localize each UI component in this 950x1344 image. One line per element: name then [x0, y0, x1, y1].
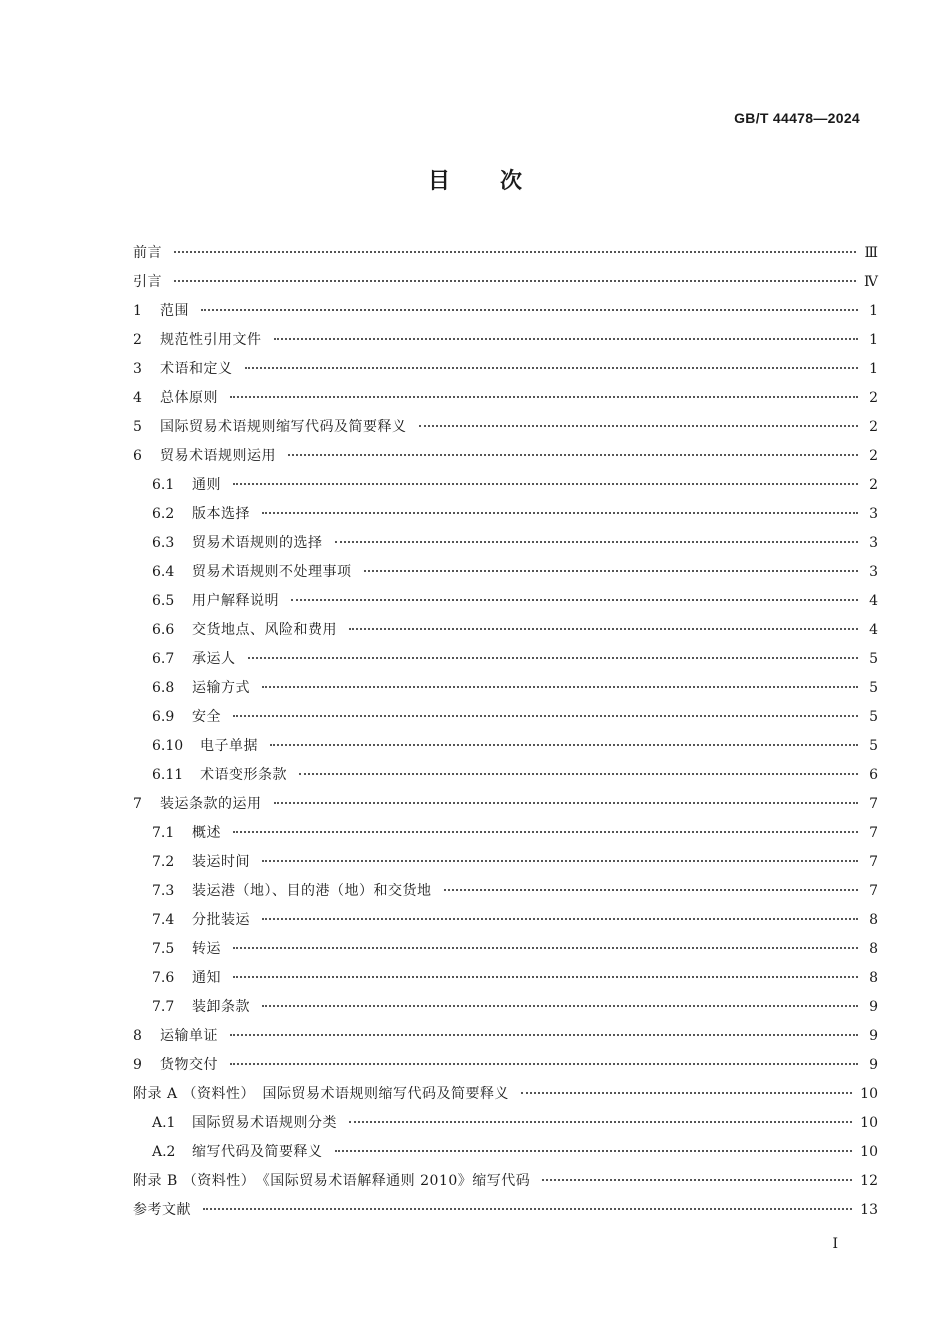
toc-dot-leader: [349, 628, 858, 630]
toc-entry-number: 7: [133, 796, 142, 812]
toc-entry-number: 7.3: [152, 883, 175, 899]
toc-entry-page: 1: [869, 361, 878, 377]
toc-dot-leader: [444, 889, 859, 891]
toc-entry-label: 通知: [192, 970, 221, 986]
toc-entry-page: 1: [869, 303, 878, 319]
toc-entry[interactable]: [133, 529, 878, 558]
toc-entry-page: 8: [869, 941, 878, 957]
toc-entry-number: 7.7: [152, 999, 175, 1015]
toc-entry-page: 12: [860, 1173, 878, 1189]
toc-entry-number: 8: [133, 1028, 142, 1044]
toc-dot-leader: [233, 976, 858, 978]
toc-entry[interactable]: [133, 848, 878, 877]
toc-dot-leader: [419, 425, 859, 427]
toc-entry-number: 6.5: [152, 593, 175, 609]
toc-dot-leader: [203, 1208, 852, 1210]
toc-entry-number: 4: [133, 390, 142, 406]
toc-entry[interactable]: [133, 1138, 878, 1167]
toc-dot-leader: [262, 1005, 858, 1007]
toc-entry-label: 安全: [192, 709, 221, 725]
toc-entry-page: 9: [869, 1057, 878, 1073]
toc-entry-number: 7.6: [152, 970, 175, 986]
toc-entry-label: 装运时间: [192, 854, 250, 870]
toc-entry[interactable]: [133, 268, 878, 297]
toc-entry-label: 附录 B （资料性） 《国际贸易术语解释通则 2010》缩写代码: [133, 1173, 531, 1189]
footer-page-number: Ⅰ: [832, 1236, 838, 1252]
toc-entry-page: Ⅲ: [864, 245, 878, 261]
toc-entry[interactable]: [133, 1167, 878, 1196]
toc-entry-number: 6.1: [152, 477, 175, 493]
toc-entry[interactable]: [133, 964, 878, 993]
toc-entry-page: 5: [869, 651, 878, 667]
toc-entry-page: 5: [869, 709, 878, 725]
toc-entry-label: 货物交付: [160, 1057, 218, 1073]
toc-entry-label: 贸易术语规则不处理事项: [192, 564, 352, 580]
toc-entry-page: 5: [869, 680, 878, 696]
toc-entry[interactable]: [133, 471, 878, 500]
toc-dot-leader: [291, 599, 858, 601]
toc-entry-label: 转运: [192, 941, 221, 957]
toc-entry-label: 术语变形条款: [200, 767, 287, 783]
toc-entry-label: 前言: [133, 245, 162, 261]
toc-dot-leader: [174, 251, 856, 253]
toc-entry-label: 贸易术语规则的选择: [192, 535, 323, 551]
toc-entry-page: 3: [869, 506, 878, 522]
toc-dot-leader: [521, 1092, 852, 1094]
toc-entry-page: 2: [869, 419, 878, 435]
toc-entry-label: 装运港（地）、目的港（地）和交货地: [192, 883, 432, 899]
table-of-contents: [133, 239, 878, 1225]
toc-entry-label: 运输单证: [160, 1028, 218, 1044]
toc-entry-page: 2: [869, 448, 878, 464]
toc-entry-number: A.1: [152, 1115, 176, 1131]
toc-entry-page: 7: [869, 883, 878, 899]
toc-dot-leader: [230, 1034, 858, 1036]
toc-entry[interactable]: [133, 616, 878, 645]
toc-entry[interactable]: [133, 297, 878, 326]
toc-entry-label: 缩写代码及简要释义: [192, 1144, 323, 1160]
toc-dot-leader: [335, 1150, 853, 1152]
toc-entry-page: 7: [869, 825, 878, 841]
toc-dot-leader: [542, 1179, 852, 1181]
toc-entry-number: 2: [133, 332, 142, 348]
toc-entry[interactable]: [133, 413, 878, 442]
toc-entry-label: 版本选择: [192, 506, 250, 522]
toc-dot-leader: [274, 338, 859, 340]
toc-dot-leader: [335, 541, 859, 543]
toc-entry-page: 7: [869, 796, 878, 812]
toc-entry-label: 总体原则: [160, 390, 218, 406]
toc-entry-page: 4: [869, 593, 878, 609]
toc-entry-number: 6.10: [152, 738, 184, 754]
toc-entry-page: 2: [869, 477, 878, 493]
toc-entry[interactable]: [133, 587, 878, 616]
toc-entry-page: 5: [869, 738, 878, 754]
toc-entry-page: 8: [869, 970, 878, 986]
toc-entry-label: 交货地点、风险和费用: [192, 622, 337, 638]
standard-code: GB/T 44478—2024: [734, 110, 860, 126]
toc-entry-page: 3: [869, 535, 878, 551]
toc-entry-page: 13: [860, 1202, 878, 1218]
toc-entry-page: 10: [860, 1086, 878, 1102]
toc-entry[interactable]: [133, 558, 878, 587]
toc-entry-label: 贸易术语规则运用: [160, 448, 276, 464]
toc-entry[interactable]: [133, 1022, 878, 1051]
toc-entry-number: 7.5: [152, 941, 175, 957]
toc-entry-label: 国际贸易术语规则分类: [192, 1115, 337, 1131]
toc-entry[interactable]: [133, 935, 878, 964]
toc-entry-number: 1: [133, 303, 142, 319]
toc-entry[interactable]: [133, 877, 878, 906]
toc-entry[interactable]: [133, 355, 878, 384]
toc-entry-page: 2: [869, 390, 878, 406]
toc-entry-page: 3: [869, 564, 878, 580]
toc-entry[interactable]: [133, 790, 878, 819]
toc-entry-label: 运输方式: [192, 680, 250, 696]
toc-entry-number: 6.9: [152, 709, 175, 725]
toc-entry-number: 6.3: [152, 535, 175, 551]
toc-entry-page: 7: [869, 854, 878, 870]
toc-dot-leader: [233, 483, 858, 485]
toc-dot-leader: [349, 1121, 852, 1123]
toc-entry-page: 1: [869, 332, 878, 348]
toc-dot-leader: [262, 860, 858, 862]
toc-dot-leader: [299, 773, 858, 775]
toc-dot-leader: [233, 715, 858, 717]
toc-entry-label: 装卸条款: [192, 999, 250, 1015]
toc-entry-number: 9: [133, 1057, 142, 1073]
toc-entry[interactable]: [133, 1196, 878, 1225]
toc-entry-page: 10: [860, 1115, 878, 1131]
toc-dot-leader: [201, 309, 858, 311]
toc-entry-page: 4: [869, 622, 878, 638]
toc-dot-leader: [233, 947, 858, 949]
toc-entry-label: 国际贸易术语规则缩写代码及简要释义: [160, 419, 407, 435]
toc-entry-label: 附录 A （资料性） 国际贸易术语规则缩写代码及简要释义: [133, 1086, 510, 1102]
toc-entry[interactable]: [133, 761, 878, 790]
toc-entry-label: 通则: [192, 477, 221, 493]
page-title: 目次: [427, 169, 572, 194]
toc-dot-leader: [262, 686, 858, 688]
toc-entry-label: 承运人: [192, 651, 236, 667]
toc-entry[interactable]: [133, 906, 878, 935]
toc-entry-number: 6.2: [152, 506, 175, 522]
toc-entry[interactable]: [133, 442, 878, 471]
toc-entry[interactable]: [133, 1051, 878, 1080]
toc-entry-number: 6: [133, 448, 142, 464]
toc-entry[interactable]: [133, 703, 878, 732]
toc-entry-label: 装运条款的运用: [160, 796, 262, 812]
toc-entry-number: 6.8: [152, 680, 175, 696]
toc-dot-leader: [248, 657, 859, 659]
toc-entry-number: 7.2: [152, 854, 175, 870]
toc-entry[interactable]: [133, 1109, 878, 1138]
toc-dot-leader: [288, 454, 858, 456]
toc-entry-page: 9: [869, 999, 878, 1015]
toc-dot-leader: [262, 512, 858, 514]
toc-entry-label: 范围: [160, 303, 189, 319]
toc-entry-number: 6.6: [152, 622, 175, 638]
toc-entry[interactable]: [133, 674, 878, 703]
toc-entry-label: 概述: [192, 825, 221, 841]
toc-entry-label: 规范性引用文件: [160, 332, 262, 348]
toc-dot-leader: [233, 831, 858, 833]
toc-dot-leader: [274, 802, 859, 804]
toc-entry[interactable]: [133, 645, 878, 674]
toc-entry-page: 9: [869, 1028, 878, 1044]
toc-entry[interactable]: [133, 1080, 878, 1109]
toc-entry-label: 术语和定义: [160, 361, 233, 377]
toc-entry-label: 参考文献: [133, 1202, 191, 1218]
toc-dot-leader: [230, 396, 858, 398]
toc-entry-number: 6.7: [152, 651, 175, 667]
toc-entry[interactable]: [133, 384, 878, 413]
toc-dot-leader: [270, 744, 858, 746]
toc-entry-number: A.2: [152, 1144, 176, 1160]
toc-entry-page: 6: [869, 767, 878, 783]
toc-entry-label: 用户解释说明: [192, 593, 279, 609]
toc-entry[interactable]: [133, 993, 878, 1022]
toc-dot-leader: [230, 1063, 858, 1065]
toc-dot-leader: [245, 367, 859, 369]
toc-entry-number: 7.1: [152, 825, 175, 841]
toc-dot-leader: [262, 918, 858, 920]
toc-entry-label: 引言: [133, 274, 162, 290]
toc-entry-number: 6.11: [152, 767, 184, 783]
toc-entry-page: 8: [869, 912, 878, 928]
toc-entry-page: 10: [860, 1144, 878, 1160]
toc-entry[interactable]: [133, 819, 878, 848]
toc-entry-label: 电子单据: [200, 738, 258, 754]
toc-entry[interactable]: [133, 732, 878, 761]
toc-entry-number: 3: [133, 361, 142, 377]
toc-entry[interactable]: [133, 500, 878, 529]
toc-entry-page: Ⅳ: [864, 274, 878, 290]
toc-dot-leader: [174, 280, 856, 282]
toc-entry[interactable]: [133, 239, 878, 268]
toc-entry-number: 6.4: [152, 564, 175, 580]
toc-entry-number: 7.4: [152, 912, 175, 928]
toc-entry[interactable]: [133, 326, 878, 355]
toc-entry-label: 分批装运: [192, 912, 250, 928]
toc-entry-number: 5: [133, 419, 142, 435]
toc-dot-leader: [364, 570, 859, 572]
